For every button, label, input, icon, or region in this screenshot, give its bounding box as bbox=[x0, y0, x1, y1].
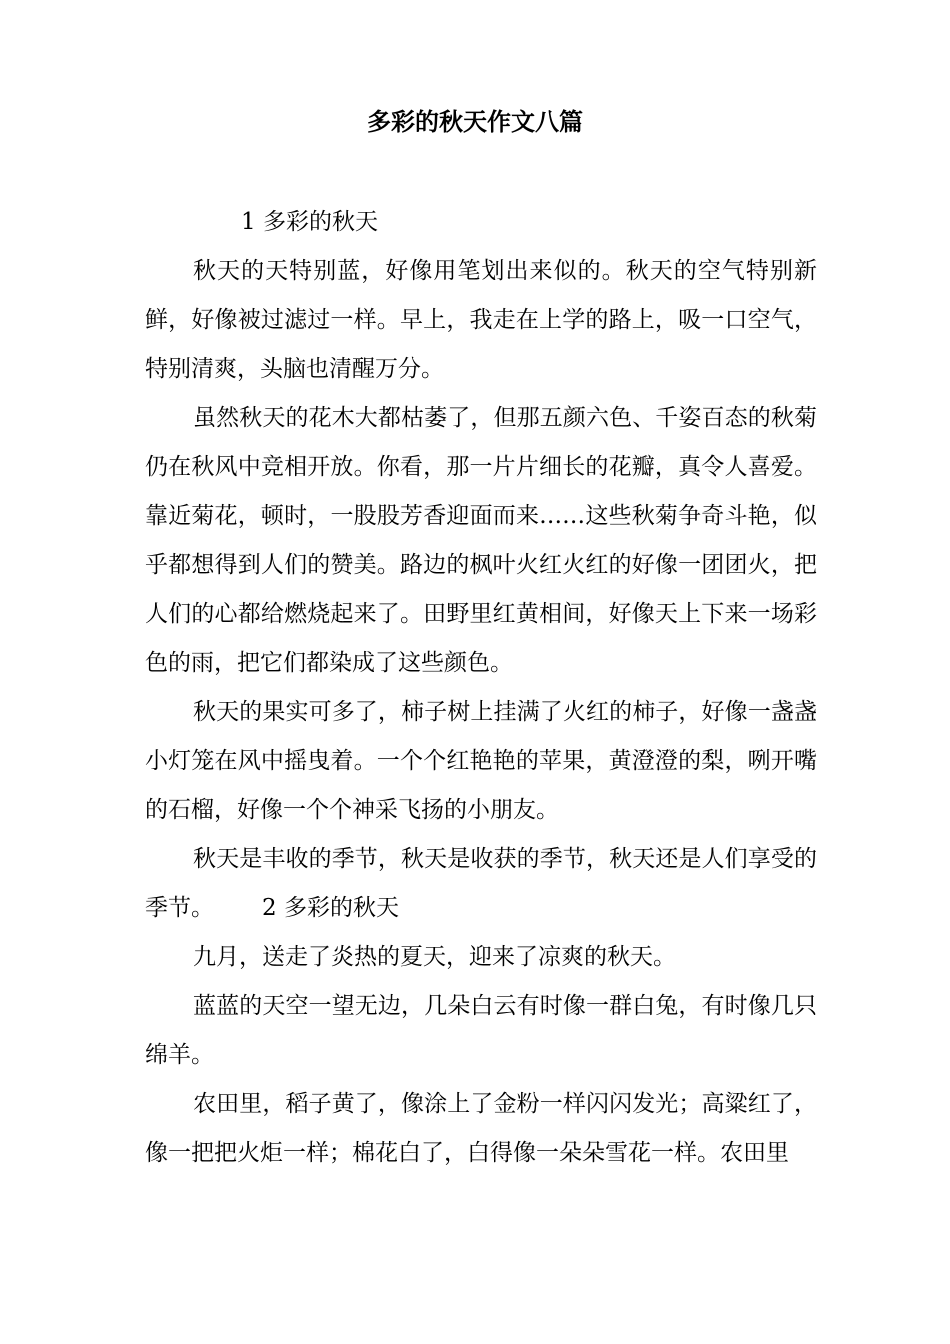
paragraph-with-inline-heading bbox=[145, 835, 817, 933]
paragraph-text: 秋天是丰收的季节，秋天是收获的季节，秋天还是人们享受的季节。 bbox=[145, 846, 817, 921]
document-title: 多彩的秋天作文八篇 bbox=[367, 107, 583, 136]
paragraph: 农田里，稻子黄了，像涂上了金粉一样闪闪发光；高粱红了，像一把把火炬一样；棉花白了，白得像一朵朵雪花一样。农田里 bbox=[145, 1091, 817, 1166]
paragraph: 虽然秋天的花木大都枯萎了，但那五颜六色、千姿百态的秋菊仍在秋风中竞相开放。你看，那一片片细长的花瓣，真令人喜爱。靠近菊花，顿时，一股股芳香迎面而来……这些秋菊争奇斗艳，似乎都想得到人们的赞美。路边的枫叶火红火红的好像一团团火，把人们的心都给燃烧起来了。田野里红黄相间，好像天上下来一场彩色的雨，把它们都染成了这些颜色。 bbox=[145, 405, 817, 676]
paragraph: 秋天的果实可多了，柿子树上挂满了火红的柿子，好像一盏盏小灯笼在风中摇曳着。一个个红艳艳的苹果，黄澄澄的梨，咧开嘴的石榴，好像一个个神采飞扬的小朋友。 bbox=[145, 699, 817, 823]
section-heading: 1 多彩的秋天 bbox=[241, 209, 378, 235]
paragraph: 秋天的天特别蓝，好像用笔划出来似的。秋天的空气特别新鲜，好像被过滤过一样。早上，我走在上学的路上，吸一口空气，特别清爽，头脑也清醒万分。 bbox=[145, 258, 817, 382]
document-body bbox=[145, 198, 817, 1178]
section-heading: 2 多彩的秋天 bbox=[262, 895, 399, 921]
paragraph: 蓝蓝的天空一望无边，几朵白云有时像一群白兔，有时像几只绵羊。 bbox=[145, 993, 817, 1068]
paragraph: 九月，送走了炎热的夏天，迎来了凉爽的秋天。 bbox=[193, 944, 676, 970]
